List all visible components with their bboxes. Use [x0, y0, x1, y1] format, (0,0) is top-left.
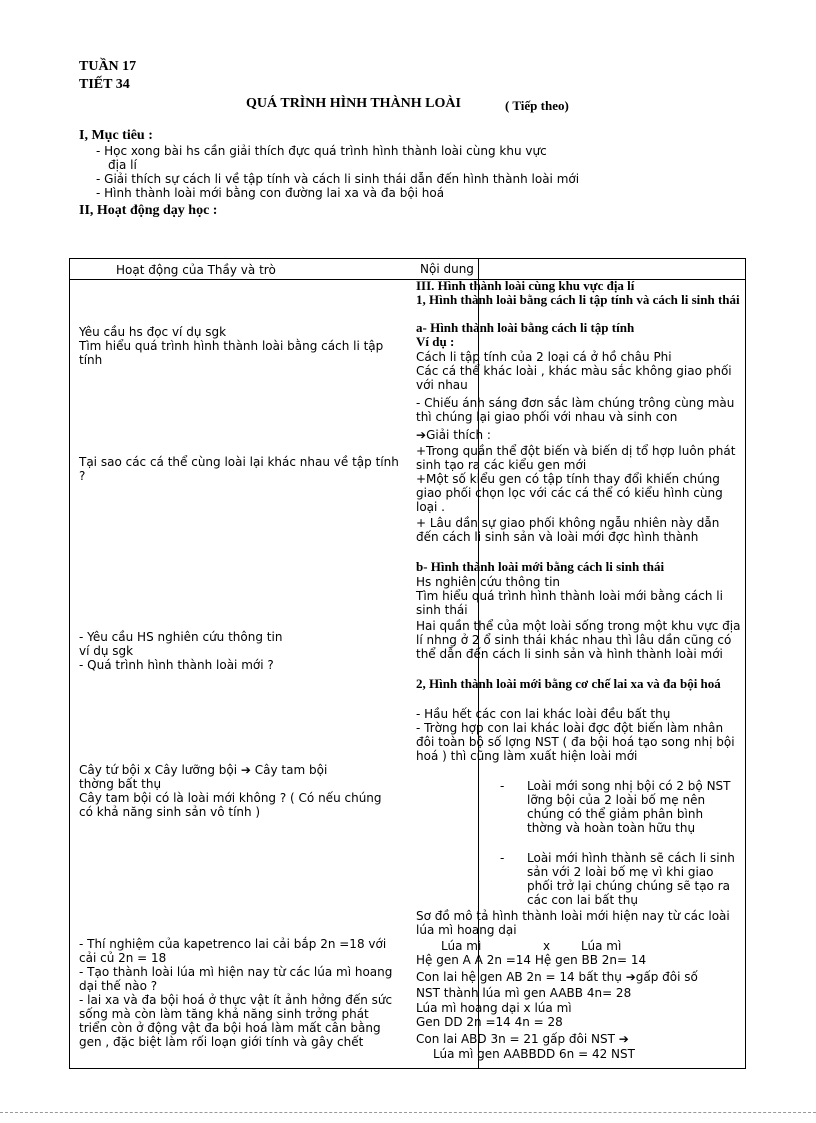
- left-column-header: Hoạt động của Thầy và trò: [116, 263, 276, 277]
- left-text: - lai xa và đa bội hoá ở thực vật ít ảnh hởng đến sức sống mà còn làm tăng khả năng sinh trởng phát triển còn ở động vật đa bội hoá làm mất cân bằng gen , đặc biệt làm rối loạn giới tính và gây chết: [79, 993, 393, 1049]
- content-text: Các cá thể khác loài , khác màu sắc không giao phối với nhau: [416, 364, 732, 392]
- content-text: NST thành lúa mì gen AABB 4n= 28: [416, 986, 632, 1000]
- left-text: - Thí nghiệm của kapetrenco lai cải bắp 2n =18 với cải củ 2n = 18: [79, 937, 387, 965]
- activities-heading: II, Hoạt động dạy học :: [79, 203, 218, 218]
- content-text: Hai quần thể của một loài sống trong một khu vực địa lí nhng ở 2 ổ sinh thái khác nhau thì lâu dần cũng có thể dẫn đến cách li sinh sản và hình thành loài mới: [416, 619, 741, 661]
- left-text: ví dụ sgk: [79, 644, 134, 658]
- arrow-right-icon: ➔: [625, 970, 636, 984]
- bullet-text: Loài mới hình thành sẽ cách li sinh sản với 2 loài bố mẹ vì khi giao phối trở lại chúng chúng sẽ tạo ra các con lai bất thụ: [527, 851, 735, 907]
- content-text: Lúa mì hoang dại x lúa mì: [416, 1001, 572, 1015]
- section-heading: III. Hình thành loài cùng khu vực địa lí: [416, 278, 635, 293]
- content-text: - Chiếu ánh sáng đơn sắc làm chúng trông cùng màu thì chúng lại giao phối với nhau và sinh con: [416, 396, 735, 424]
- content-text: + Lâu dần sự giao phối không ngẫu nhiên này dẫn đến cách li sinh sản và loài mới đợc hình thành: [416, 516, 720, 544]
- content-text: Sơ đồ mô tả hình thành loài mới hiện nay từ các loài lúa mì hoang dại: [416, 909, 730, 937]
- objective-item: - Hình thành loài mới bằng con đường lai xa và đa bội hoá: [96, 186, 445, 200]
- content-text-part: Giải thích :: [426, 428, 491, 442]
- period-label: TIẾT 34: [79, 77, 130, 92]
- bullet-dash: -: [500, 779, 505, 793]
- arrow-right-icon: ➔: [416, 428, 427, 442]
- objective-item: - Học xong bài hs cần giải thích đực quá trình hình thành loài cùng khu vực: [96, 144, 547, 158]
- left-text: [79, 763, 327, 777]
- left-text: thờng bất thụ: [79, 777, 162, 791]
- left-text: Yêu cầu hs đọc ví dụ sgk: [79, 325, 227, 339]
- arrow-right-icon: ➔: [240, 763, 251, 777]
- section-heading: 2, Hình thành loài mới bằng cơ chế lai xa và đa bội hoá: [416, 676, 721, 691]
- content-text: Hệ gen A A 2n =14 Hệ gen BB 2n= 14: [416, 953, 647, 967]
- section-heading: 1, Hình thành loài bằng cách li tập tính và cách li sinh thái: [416, 292, 740, 307]
- content-text: Gen DD 2n =14 4n = 28: [416, 1015, 563, 1029]
- example-label: Ví dụ :: [416, 334, 455, 349]
- left-text: - Quá trình hình thành loài mới ?: [79, 658, 274, 672]
- title-suffix: ( Tiếp theo): [505, 98, 569, 113]
- objectives-heading: I, Mục tiêu :: [79, 128, 153, 143]
- arrow-right-icon: ➔: [618, 1032, 629, 1046]
- content-text: Tìm hiểu quá trình hình thành loài mới bằng cách li sinh thái: [416, 589, 723, 617]
- left-text: - Yêu cầu HS nghiên cứu thông tin: [79, 630, 283, 644]
- content-text: - Trờng hợp con lai khác loài đợc đột biến làm nhân đôi toàn bộ số lợng NST ( đa bội hoá tạo song nhị bội hoá ) thì cũng làm xuất hiện loài mới: [416, 721, 735, 763]
- left-text: Tại sao các cá thể cùng loài lại khác nhau về tập tính ?: [79, 455, 399, 483]
- bullet-dash: -: [500, 851, 505, 865]
- right-column-header: Nội dung: [420, 262, 474, 276]
- bullet-text: Loài mới song nhị bội có 2 bộ NST lỡng bội của 2 loài bố mẹ nên chúng có thể giảm phân bình thờng và hoàn toàn hữu thụ: [527, 779, 731, 835]
- wheat-label: Lúa mì: [441, 939, 482, 953]
- objective-item: địa lí: [108, 158, 137, 172]
- left-text: Cây tam bội có là loài mới không ? ( Có nếu chúng có khả năng sinh sản vô tính ): [79, 791, 382, 819]
- left-text: Tìm hiểu quá trình hình thành loài bằng cách li tập tính: [79, 339, 384, 367]
- content-text: Hs nghiên cứu thông tin: [416, 575, 561, 589]
- section-heading: a- Hình thành loài bằng cách li tập tính: [416, 320, 635, 335]
- content-text: - Hầu hết các con lai khác loài đều bất thụ: [416, 707, 671, 721]
- week-label: TUẦN 17: [79, 59, 137, 74]
- content-text: Lúa mì gen AABBDD 6n = 42 NST: [433, 1047, 635, 1061]
- content-text: [416, 428, 742, 442]
- content-text-part: Con lai hệ gen AB 2n = 14 bất thụ: [416, 970, 622, 984]
- page-title: QUÁ TRÌNH HÌNH THÀNH LOÀI: [246, 96, 461, 111]
- content-text: Cách li tập tính của 2 loại cá ở hồ châu Phi: [416, 350, 672, 364]
- content-text: +Một số kiểu gen có tập tính thay đổi khiến chúng giao phối chọn lọc với các cá thể có kiểu hình cùng loại .: [416, 472, 723, 514]
- wheat-label: Lúa mì: [581, 939, 622, 953]
- content-text: [416, 970, 698, 984]
- cross-symbol: x: [543, 939, 551, 953]
- content-text-part: Con lai ABD 3n = 21 gấp đôi NST: [416, 1032, 615, 1046]
- page-edge: [0, 1112, 816, 1113]
- left-text-part: Cây tam bội: [254, 763, 328, 777]
- left-text: - Tạo thành loài lúa mì hiện nay từ các lúa mì hoang dại thế nào ?: [79, 965, 393, 993]
- content-text: [416, 1032, 629, 1046]
- section-heading: b- Hình thành loài mới bằng cách li sinh thái: [416, 559, 665, 574]
- objective-item: - Giải thích sự cách li về tập tính và cách li sinh thái dẫn đến hình thành loài mới: [96, 172, 580, 186]
- content-text-part: gấp đôi số: [635, 970, 698, 984]
- left-text-part: Cây tứ bội x Cây lưỡng bội: [79, 763, 238, 777]
- content-text: +Trong quần thể đột biến và biến dị tổ hợp luôn phát sinh tạo ra các kiểu gen mới: [416, 444, 736, 472]
